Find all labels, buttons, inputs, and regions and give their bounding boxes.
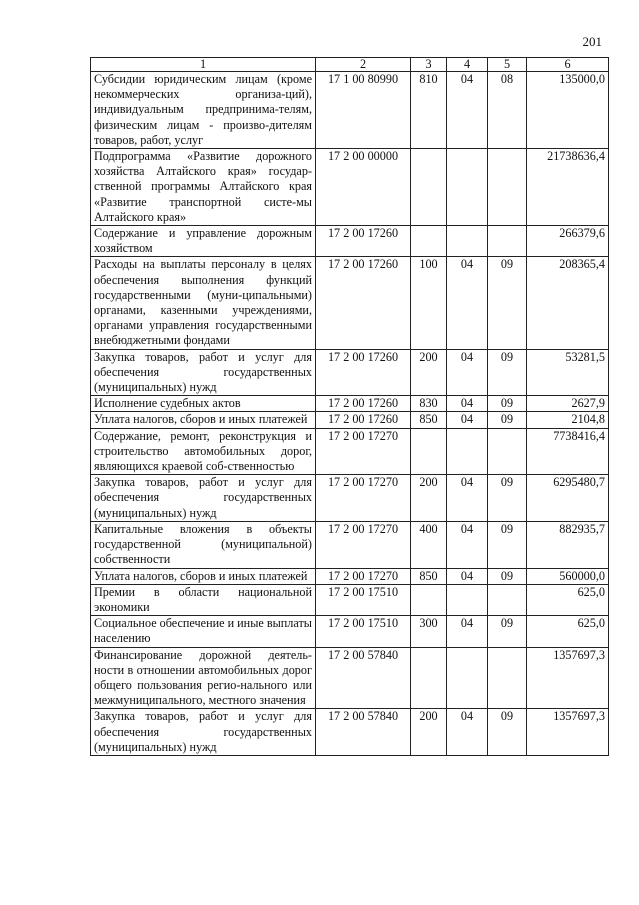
table-row [91, 584, 609, 615]
row-rz-cell [447, 149, 488, 226]
row-code-cell: 17 2 00 17270 [316, 428, 411, 475]
row-name-cell: Закупка товаров, работ и услуг для обеспечения государственных (муниципальных) нужд [91, 349, 316, 396]
row-rz-cell: 04 [447, 568, 488, 584]
row-pr-cell [488, 428, 527, 475]
header-cell-pr: 5 [488, 58, 527, 72]
row-rz-cell: 04 [447, 475, 488, 522]
row-vr-cell: 100 [411, 257, 447, 349]
header-cell-sum: 6 [527, 58, 609, 72]
row-vr-cell [411, 647, 447, 709]
row-name-cell: Содержание и управление дорожным хозяйством [91, 226, 316, 257]
row-vr-cell [411, 226, 447, 257]
row-rz-cell: 04 [447, 257, 488, 349]
row-code-cell: 17 2 00 17270 [316, 475, 411, 522]
row-rz-cell: 04 [447, 349, 488, 396]
row-sum-cell: 625,0 [527, 616, 609, 647]
row-pr-cell: 09 [488, 616, 527, 647]
row-sum-cell: 208365,4 [527, 257, 609, 349]
row-sum-cell: 1357697,3 [527, 647, 609, 709]
row-code-cell: 17 2 00 17270 [316, 521, 411, 568]
row-code-cell: 17 2 00 17260 [316, 226, 411, 257]
row-code-cell: 17 2 00 17510 [316, 616, 411, 647]
row-rz-cell [447, 584, 488, 615]
row-pr-cell: 09 [488, 521, 527, 568]
row-rz-cell [447, 226, 488, 257]
row-rz-cell [447, 428, 488, 475]
row-sum-cell: 7738416,4 [527, 428, 609, 475]
header-cell-rz: 4 [447, 58, 488, 72]
row-name-cell: Расходы на выплаты персоналу в целях обеспечения выполнения функций государственными (муни-ципальными) органами, казенными учреждениями, органами управления государственными внебюджетными фондами [91, 257, 316, 349]
table-row [91, 396, 609, 412]
row-vr-cell [411, 428, 447, 475]
row-rz-cell [447, 647, 488, 709]
row-name-cell: Финансирование дорожной деятель-ности в отношении автомобильных дорог общего пользования регио-нального или межмуниципального, местного значения [91, 647, 316, 709]
row-vr-cell [411, 149, 447, 226]
row-code-cell: 17 2 00 00000 [316, 149, 411, 226]
row-code-cell: 17 1 00 80990 [316, 72, 411, 149]
row-pr-cell: 09 [488, 412, 527, 428]
row-pr-cell: 09 [488, 709, 527, 756]
row-pr-cell: 09 [488, 568, 527, 584]
row-name-cell: Капитальные вложения в объекты государственной (муниципальной) собственности [91, 521, 316, 568]
row-sum-cell: 6295480,7 [527, 475, 609, 522]
row-pr-cell [488, 647, 527, 709]
row-vr-cell: 830 [411, 396, 447, 412]
row-name-cell: Премии в области национальной экономики [91, 584, 316, 615]
row-vr-cell: 810 [411, 72, 447, 149]
row-pr-cell: 09 [488, 257, 527, 349]
row-pr-cell [488, 149, 527, 226]
row-pr-cell: 08 [488, 72, 527, 149]
row-rz-cell: 04 [447, 709, 488, 756]
table-row [91, 521, 609, 568]
row-code-cell: 17 2 00 17260 [316, 349, 411, 396]
row-rz-cell: 04 [447, 72, 488, 149]
row-sum-cell: 625,0 [527, 584, 609, 615]
header-cell-vr: 3 [411, 58, 447, 72]
table-row [91, 349, 609, 396]
table-row [91, 616, 609, 647]
row-code-cell: 17 2 00 57840 [316, 647, 411, 709]
row-vr-cell: 850 [411, 412, 447, 428]
row-vr-cell: 200 [411, 349, 447, 396]
page-number: 201 [582, 34, 602, 49]
row-name-cell: Закупка товаров, работ и услуг для обеспечения государственных (муниципальных) нужд [91, 475, 316, 522]
row-code-cell: 17 2 00 17270 [316, 568, 411, 584]
row-code-cell: 17 2 00 17260 [316, 412, 411, 428]
table-row [91, 72, 609, 149]
row-sum-cell: 2104,8 [527, 412, 609, 428]
row-vr-cell: 850 [411, 568, 447, 584]
row-code-cell: 17 2 00 17260 [316, 396, 411, 412]
row-code-cell: 17 2 00 57840 [316, 709, 411, 756]
table-row [91, 149, 609, 226]
row-code-cell: 17 2 00 17260 [316, 257, 411, 349]
row-pr-cell: 09 [488, 349, 527, 396]
row-pr-cell [488, 584, 527, 615]
row-name-cell: Исполнение судебных актов [91, 396, 316, 412]
table-row [91, 647, 609, 709]
row-sum-cell: 266379,6 [527, 226, 609, 257]
row-pr-cell: 09 [488, 475, 527, 522]
row-rz-cell: 04 [447, 412, 488, 428]
row-vr-cell [411, 584, 447, 615]
row-name-cell: Подпрограмма «Развитие дорожного хозяйства Алтайского края» государ-ственной программы Алтайского края «Развитие транспортной систе-мы Алтайского края» [91, 149, 316, 226]
table-row [91, 568, 609, 584]
row-rz-cell: 04 [447, 396, 488, 412]
table-row [91, 412, 609, 428]
row-sum-cell: 1357697,3 [527, 709, 609, 756]
row-name-cell: Содержание, ремонт, реконструкция и строительство автомобильных дорог, являющихся краевой соб-ственностью [91, 428, 316, 475]
header-cell-name: 1 [91, 58, 316, 72]
table-row [91, 475, 609, 522]
row-vr-cell: 200 [411, 709, 447, 756]
row-name-cell: Уплата налогов, сборов и иных платежей [91, 412, 316, 428]
row-sum-cell: 882935,7 [527, 521, 609, 568]
table-row [91, 226, 609, 257]
row-sum-cell: 2627,9 [527, 396, 609, 412]
row-pr-cell [488, 226, 527, 257]
row-name-cell: Субсидии юридическим лицам (кроме некоммерческих организа-ций), индивидуальным предпринима-телям, физическим лицам - произво-дителям товаров, работ, услуг [91, 72, 316, 149]
row-code-cell: 17 2 00 17510 [316, 584, 411, 615]
budget-table [90, 57, 609, 756]
table-row [91, 428, 609, 475]
row-name-cell: Социальное обеспечение и иные выплаты населению [91, 616, 316, 647]
row-vr-cell: 400 [411, 521, 447, 568]
row-name-cell: Уплата налогов, сборов и иных платежей [91, 568, 316, 584]
row-pr-cell: 09 [488, 396, 527, 412]
header-cell-code: 2 [316, 58, 411, 72]
row-rz-cell: 04 [447, 616, 488, 647]
row-vr-cell: 300 [411, 616, 447, 647]
table-row [91, 257, 609, 349]
row-vr-cell: 200 [411, 475, 447, 522]
row-sum-cell: 135000,0 [527, 72, 609, 149]
row-sum-cell: 560000,0 [527, 568, 609, 584]
header-row [91, 58, 609, 72]
row-name-cell: Закупка товаров, работ и услуг для обеспечения государственных (муниципальных) нужд [91, 709, 316, 756]
row-rz-cell: 04 [447, 521, 488, 568]
row-sum-cell: 53281,5 [527, 349, 609, 396]
table-row [91, 709, 609, 756]
row-sum-cell: 21738636,4 [527, 149, 609, 226]
